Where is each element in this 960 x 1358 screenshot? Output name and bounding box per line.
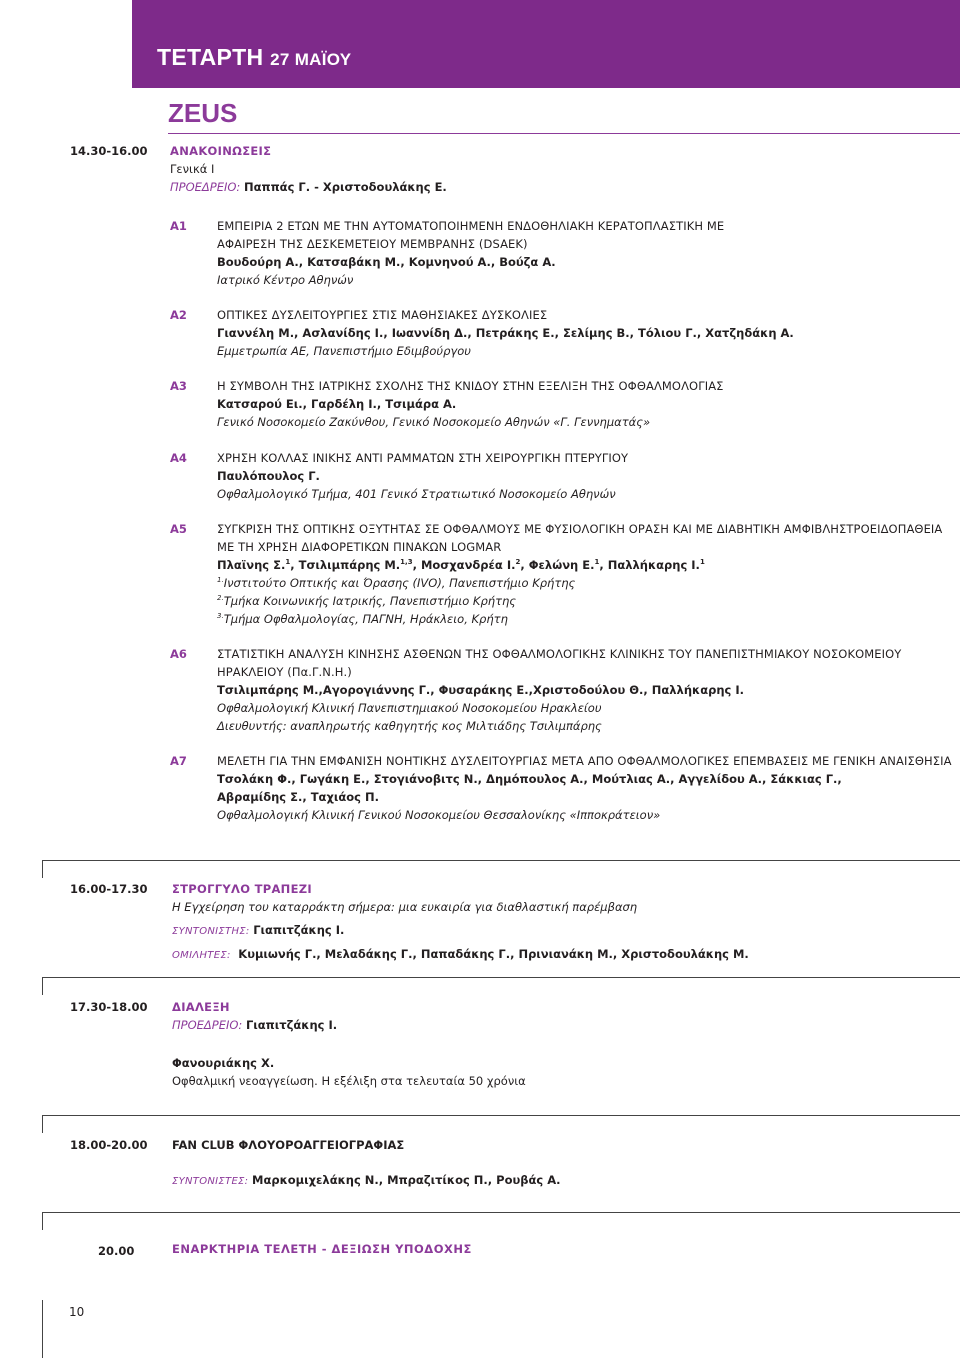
paper-code: Α1 bbox=[170, 219, 187, 233]
paper-affiliation: Εμμετρωπία ΑΕ, Πανεπιστήμιο Εδιμβούργου bbox=[217, 344, 471, 358]
author-name: , Φελώνη Ε. bbox=[520, 558, 595, 572]
paper-authors bbox=[217, 557, 705, 575]
affil-sup: 1. bbox=[217, 576, 224, 585]
paper-title-line: ΜΕΛΕΤΗ ΓΙΑ ΤΗΝ ΕΜΦΑΝΙΣΗ ΝΟΗΤΙΚΗΣ ΔΥΣΛΕΙΤΟΥΡΓΙΑΣ ΜΕΤΑ ΑΠΟ ΟΦΘΑΛΜΟΛΟΓΙΚΕΣ ΕΠΕΜΒΑΣΕΙΣ ΜΕ ΓΕΝΙΚΗ ΑΝΑΙΣΘΗΣΙΑ bbox=[217, 754, 952, 768]
author-sup: 1 bbox=[594, 558, 600, 567]
affil-text: Ινστιτούτο Οπτικής και Όρασης (IVO), Πανεπιστήμιο Κρήτης bbox=[223, 576, 576, 590]
paper-affiliation bbox=[217, 575, 575, 593]
paper-title-line: ΗΡΑΚΛΕΙΟΥ (Πα.Γ.Ν.Η.) bbox=[217, 665, 352, 679]
paper-authors: Τσολάκη Φ., Γωγάκη Ε., Στογιάνοβιτς Ν., Δημόπουλος Α., Μούτλιας Α., Αγγελίδου Α., Σάκκιας Γ., bbox=[217, 772, 842, 786]
day-label: ΤΕΤΑΡΤΗ bbox=[157, 44, 264, 70]
author-name: , Μοσχανδρέα Ι. bbox=[412, 558, 516, 572]
paper-code: Α5 bbox=[170, 522, 187, 536]
session5-time: 20.00 bbox=[98, 1244, 135, 1258]
session1-title: ΑΝΑΚΟΙΝΩΣΕΙΣ bbox=[170, 144, 272, 158]
session2-topic: Η Εγχείρηση του καταρράκτη σήμερα: μια ευκαιρία για διαθλαστική παρέμβαση bbox=[172, 900, 638, 914]
speakers-names: Κυμιωνής Γ., Μελαδάκης Γ., Παπαδάκης Γ., Πρινιανάκη Μ., Χριστοδουλάκης Μ. bbox=[238, 947, 749, 961]
chair-names: Γιαπιτζάκης Ι. bbox=[245, 1018, 338, 1032]
affil-text: Τμήκα Κοινωνικής Ιατρικής, Πανεπιστήμιο Κρήτης bbox=[223, 594, 517, 608]
session4-time: 18.00-20.00 bbox=[70, 1138, 148, 1152]
paper-affiliation bbox=[217, 611, 508, 629]
session3-time: 17.30-18.00 bbox=[70, 1000, 148, 1014]
paper-affiliation: Οφθαλμολογικό Τμήμα, 401 Γενικό Στρατιωτικό Νοσοκομείο Αθηνών bbox=[217, 487, 616, 501]
paper-title-line: ΣΤΑΤΙΣΤΙΚΗ ΑΝΑΛΥΣΗ ΚΙΝΗΣΗΣ ΑΣΘΕΝΩΝ ΤΗΣ ΟΦΘΑΛΜΟΛΟΓΙΚΗΣ ΚΛΙΝΙΚΗΣ ΤΟΥ ΠΑΝΕΠΙΣΤΗΜΙΑΚΟΥ ΝΟΣΟΚΟΜΕΙΟΥ bbox=[217, 647, 902, 661]
paper-affiliation bbox=[217, 593, 516, 611]
session1-chair bbox=[170, 179, 447, 197]
room-divider bbox=[168, 133, 960, 134]
date-label: 27 ΜΑΪΟΥ bbox=[270, 50, 352, 69]
session2-coordinator bbox=[172, 922, 344, 941]
section-divider-side bbox=[42, 860, 43, 878]
affil-text: Τμήμα Οφθαλμολογίας, ΠΑΓΝΗ, Ηράκλειο, Κρήτη bbox=[223, 612, 508, 626]
author-sup: 1 bbox=[699, 558, 705, 567]
room-title: ZEUS bbox=[168, 98, 238, 128]
session1-time: 14.30-16.00 bbox=[70, 144, 148, 158]
paper-affiliation: Γενικό Νοσοκομείο Ζακύνθου, Γενικό Νοσοκομείο Αθηνών «Γ. Γεννηματάς» bbox=[217, 415, 651, 429]
session3-speaker: Φανουριάκης Χ. bbox=[172, 1056, 275, 1070]
section-divider-side bbox=[42, 1115, 43, 1133]
session3-chair bbox=[172, 1017, 337, 1035]
author-name: , Παλλήκαρης Ι. bbox=[599, 558, 700, 572]
paper-authors: Αβραμίδης Σ., Ταχιάος Π. bbox=[217, 790, 379, 804]
speakers-label: ΟΜΙΛΗΤΕΣ: bbox=[172, 950, 231, 961]
chair-label: ΠΡΟΕΔΡΕΙΟ: bbox=[172, 1018, 243, 1032]
session1-subtitle: Γενικά Ι bbox=[170, 162, 215, 176]
paper-affiliation: Διευθυντής: αναπληρωτής καθηγητής κος Μιλτιάδης Τσιλιμπάρης bbox=[217, 719, 602, 733]
paper-authors: Τσιλιμπάρης Μ.,Αγορογιάννης Γ., Φυσαράκης Ε.,Χριστοδούλου Θ., Παλλήκαρης Ι. bbox=[217, 683, 744, 697]
paper-code: Α4 bbox=[170, 451, 187, 465]
section-divider bbox=[42, 1212, 960, 1213]
page-number: 10 bbox=[69, 1305, 85, 1319]
session5-title: ΕΝΑΡΚΤΗΡΙΑ ΤΕΛΕΤΗ - ΔΕΞΙΩΣΗ ΥΠΟΔΟΧΗΣ bbox=[172, 1242, 472, 1256]
paper-authors: Βουδούρη Α., Κατσαβάκη Μ., Κομνηνού Α., Βούζα Α. bbox=[217, 255, 556, 269]
paper-code: Α7 bbox=[170, 754, 187, 768]
section-divider bbox=[42, 860, 960, 861]
session4-coordinators bbox=[172, 1172, 561, 1191]
author-sup: 2 bbox=[515, 558, 521, 567]
paper-title-line: ΕΜΠΕΙΡΙΑ 2 ΕΤΩΝ ΜΕ ΤΗΝ ΑΥΤΟΜΑΤΟΠΟΙΗΜΕΝΗ ΕΝΔΟΘΗΛΙΑΚΗ ΚΕΡΑΤΟΠΛΑΣΤΙΚΗ ΜΕ bbox=[217, 219, 725, 233]
paper-title-line: ΟΠΤΙΚΕΣ ΔΥΣΛΕΙΤΟΥΡΓΙΕΣ ΣΤΙΣ ΜΑΘΗΣΙΑΚΕΣ ΔΥΣΚΟΛΙΕΣ bbox=[217, 308, 548, 322]
session4-title: FAN CLUB ΦΛΟΥΟΡΟΑΓΓΕΙΟΓΡΑΦΙΑΣ bbox=[172, 1138, 405, 1152]
paper-title-line: ΑΦΑΙΡΕΣΗ ΤΗΣ ΔΕΣΚΕΜΕΤΕΙΟΥ ΜΕΜΒΡΑΝΗΣ (DSAEK) bbox=[217, 237, 528, 251]
paper-code: Α3 bbox=[170, 379, 187, 393]
affil-sup: 2. bbox=[217, 594, 224, 603]
session3-title: ΔΙΑΛΕΞΗ bbox=[172, 1000, 230, 1014]
author-sup: 1,3 bbox=[400, 558, 413, 567]
chair-label: ΠΡΟΕΔΡΕΙΟ: bbox=[170, 180, 241, 194]
day-heading bbox=[157, 44, 351, 71]
footer-rule bbox=[42, 1300, 43, 1358]
paper-affiliation: Οφθαλμολογική Κλινική Πανεπιστημιακού Νοσοκομείου Ηρακλείου bbox=[217, 701, 602, 715]
paper-authors: Γιαννέλη Μ., Ασλανίδης Ι., Ιωαννίδη Δ., Πετράκης Ε., Σελίμης Β., Τόλιου Γ., Χατζηδάκη Α. bbox=[217, 326, 794, 340]
paper-authors: Παυλόπουλος Γ. bbox=[217, 469, 320, 483]
paper-code: Α2 bbox=[170, 308, 187, 322]
paper-title-line: Η ΣΥΜΒΟΛΗ ΤΗΣ ΙΑΤΡΙΚΗΣ ΣΧΟΛΗΣ ΤΗΣ ΚΝΙΔΟΥ ΣΤΗΝ ΕΞΕΛΙΞΗ ΤΗΣ ΟΦΘΑΛΜΟΛΟΓΙΑΣ bbox=[217, 379, 724, 393]
paper-title-line: ΜΕ ΤΗ ΧΡΗΣΗ ΔΙΑΦΟΡΕΤΙΚΩΝ ΠΙΝΑΚΩΝ LOGMAR bbox=[217, 540, 502, 554]
session2-time: 16.00-17.30 bbox=[70, 882, 148, 896]
author-name: Πλαϊνης Σ. bbox=[217, 558, 286, 572]
session2-title: ΣΤΡΟΓΓΥΛΟ ΤΡΑΠΕΖΙ bbox=[172, 882, 312, 896]
paper-title-line: ΧΡΗΣΗ ΚΟΛΛΑΣ ΙΝΙΚΗΣ ΑΝΤΙ ΡΑΜΜΑΤΩΝ ΣΤΗ ΧΕΙΡΟΥΡΓΙΚΗ ΠΤΕΡΥΓΙΟΥ bbox=[217, 451, 629, 465]
coordinator-label: ΣΥΝΤΟΝΙΣΤΗΣ: bbox=[172, 926, 250, 937]
paper-authors: Κατσαρού Ει., Γαρδέλη Ι., Τσιμάρα Α. bbox=[217, 397, 457, 411]
section-divider-side bbox=[42, 977, 43, 995]
coordinator-names: Γιαπιτζάκης Ι. bbox=[253, 923, 345, 937]
coordinators-names: Μαρκομιχελάκης Ν., Μπραζιτίκος Π., Ρουβάς Α. bbox=[252, 1173, 561, 1187]
session3-topic: Οφθαλμική νεοαγγείωση. Η εξέλιξη στα τελευταία 50 χρόνια bbox=[172, 1074, 526, 1088]
section-divider-side bbox=[42, 1212, 43, 1230]
chair-names: Παππάς Γ. - Χριστοδουλάκης Ε. bbox=[243, 180, 447, 194]
section-divider bbox=[42, 1115, 960, 1116]
paper-code: Α6 bbox=[170, 647, 187, 661]
affil-sup: 3. bbox=[217, 612, 224, 621]
author-name: , Τσιλιμπάρης Μ. bbox=[290, 558, 401, 572]
section-divider bbox=[42, 977, 960, 978]
author-sup: 1 bbox=[285, 558, 291, 567]
paper-title-line: ΣΥΓΚΡΙΣΗ ΤΗΣ ΟΠΤΙΚΗΣ ΟΞΥΤΗΤΑΣ ΣΕ ΟΦΘΑΛΜΟΥΣ ΜΕ ΦΥΣΙΟΛΟΓΙΚΗ ΟΡΑΣΗ ΚΑΙ ΜΕ ΔΙΑΒΗΤΙΚΗ ΑΜΦΙΒΛΗΣΤΡΟΕΙΔΟΠΑΘΕΙΑ bbox=[217, 522, 943, 536]
paper-affiliation: Οφθαλμολογική Κλινική Γενικού Νοσοκομείου Θεσσαλονίκης «Ιπποκράτειον» bbox=[217, 808, 661, 822]
session2-speakers bbox=[172, 946, 749, 965]
paper-affiliation: Ιατρικό Κέντρο Αθηνών bbox=[217, 273, 354, 287]
coordinators-label: ΣΥΝΤΟΝΙΣΤΕΣ: bbox=[172, 1176, 249, 1187]
